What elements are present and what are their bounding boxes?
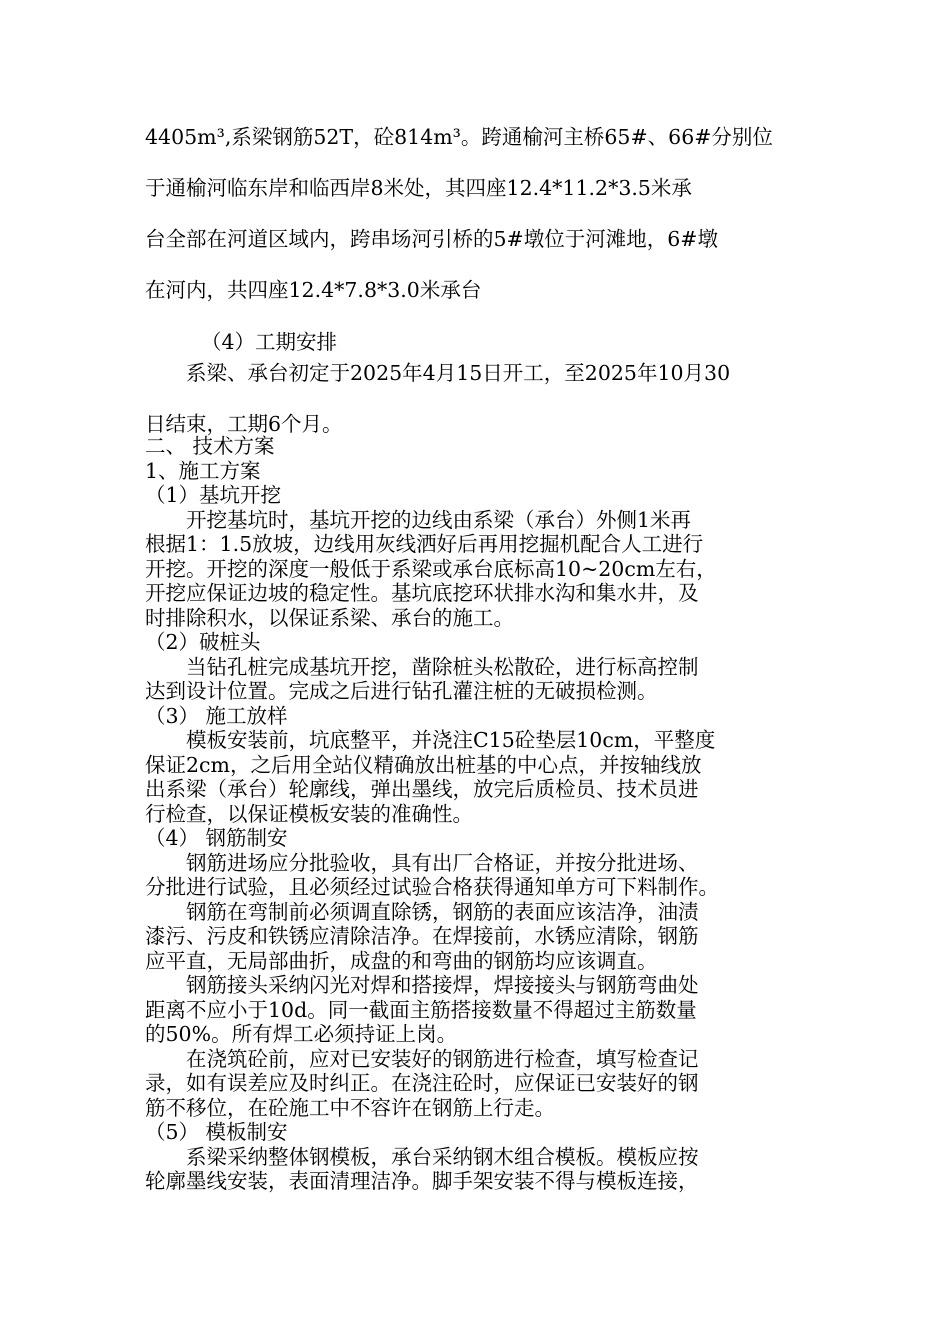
text-line: 保证2cm，之后用全站仪精确放出桩基的中心点，并按轴线放 bbox=[145, 752, 702, 777]
intro-paragraph bbox=[145, 112, 810, 316]
text-line: 开挖。开挖的深度一般低于系梁或承台底标高10~20cm左右， bbox=[145, 556, 717, 581]
text-line: 出系梁（承台）轮廓线，弹出墨线，放完后质检员、技术员进 bbox=[145, 777, 699, 801]
text-line: 达到设计位置。完成之后进行钻孔灌注桩的无破损检测。 bbox=[145, 679, 658, 703]
section-heading: （4）工期安排 bbox=[201, 330, 338, 354]
technical-section bbox=[145, 434, 810, 1194]
text-line: 在浇筑砼前，应对已安装好的钢筋进行检查，填写检查记 bbox=[186, 1046, 699, 1071]
text-line: 系梁、承台初定于2025年4月15日开工，至2025年10月30 bbox=[186, 361, 731, 385]
text-line: （2）破桩头 bbox=[145, 630, 261, 654]
text-line: 台全部在河道区域内，跨串场河引桥的5#墩位于河滩地，6#墩 bbox=[145, 227, 718, 251]
text-line: 开挖应保证边坡的稳定性。基坑底挖环状排水沟和集水井，及 bbox=[145, 581, 699, 605]
text-line: 模板安装前，坑底整平，并浇注C15砼垫层10cm，平整度 bbox=[186, 728, 716, 752]
text-line: 筋不移位，在砼施工中不容许在钢筋上行走。 bbox=[145, 1095, 555, 1120]
text-line: 行检查，以保证模板安装的准确性。 bbox=[145, 801, 473, 826]
text-line: 的50%。所有焊工必须持证上岗。 bbox=[145, 1022, 458, 1046]
text-line: 二、 技术方案 bbox=[145, 434, 275, 458]
text-line: （5） 模板制安 bbox=[145, 1120, 288, 1144]
text-line: 距离不应小于10d。同一截面主筋搭接数量不得超过主筋数量 bbox=[145, 997, 697, 1022]
text-line: 日结束，工期6个月。 bbox=[145, 412, 343, 436]
text-line: 分批进行试验，且必须经过试验合格获得通知单方可下料制作。 bbox=[145, 875, 719, 899]
text-line: 钢筋接头采纳闪光对焊和搭接焊，焊接接头与钢筋弯曲处 bbox=[186, 973, 699, 997]
text-line: 钢筋进场应分批验收，具有出厂合格证，并按分批进场、 bbox=[186, 850, 699, 875]
text-line: 漆污、污皮和铁锈应清除洁净。在焊接前，水锈应清除，钢筋 bbox=[145, 924, 699, 948]
text-line: （1）基坑开挖 bbox=[145, 483, 282, 507]
text-line: 轮廓墨线安装，表面清理洁净。脚手架安装不得与模板连接， bbox=[145, 1169, 699, 1193]
text-line: 系梁采纳整体钢模板，承台采纳钢木组合模板。模板应按 bbox=[186, 1144, 699, 1169]
text-line: （4） 钢筋制安 bbox=[145, 826, 288, 850]
text-line: 4405m³,系梁钢筋52T，砼814m³。跨通榆河主桥65#、66#分别位 bbox=[145, 125, 773, 149]
text-line: 应平直，无局部曲折，成盘的和弯曲的钢筋均应该调直。 bbox=[145, 948, 658, 973]
text-line: 于通榆河临东岸和临西岸8米处，其四座12.4*11.2*3.5米承 bbox=[145, 176, 692, 200]
text-line: 录，如有误差应及时纠正。在浇注砼时，应保证已安装好的钢 bbox=[145, 1071, 699, 1095]
text-line: 开挖基坑时，基坑开挖的边线由系梁（承台）外侧1米再 bbox=[186, 507, 692, 532]
text-line: 当钻孔桩完成基坑开挖，凿除桩头松散砼，进行标高控制 bbox=[186, 654, 699, 679]
text-line: 时排除积水，以保证系梁、承台的施工。 bbox=[145, 605, 514, 630]
text-line: 根据1：1.5放坡，边线用灰线洒好后再用挖掘机配合人工进行 bbox=[145, 532, 704, 556]
text-line: （3） 施工放样 bbox=[145, 703, 288, 728]
text-line: 钢筋在弯制前必须调直除锈，钢筋的表面应该洁净，油渍 bbox=[186, 899, 699, 924]
text-line: 在河内，共四座12.4*7.8*3.0米承台 bbox=[145, 278, 482, 302]
text-line: 1、施工方案 bbox=[145, 458, 261, 483]
